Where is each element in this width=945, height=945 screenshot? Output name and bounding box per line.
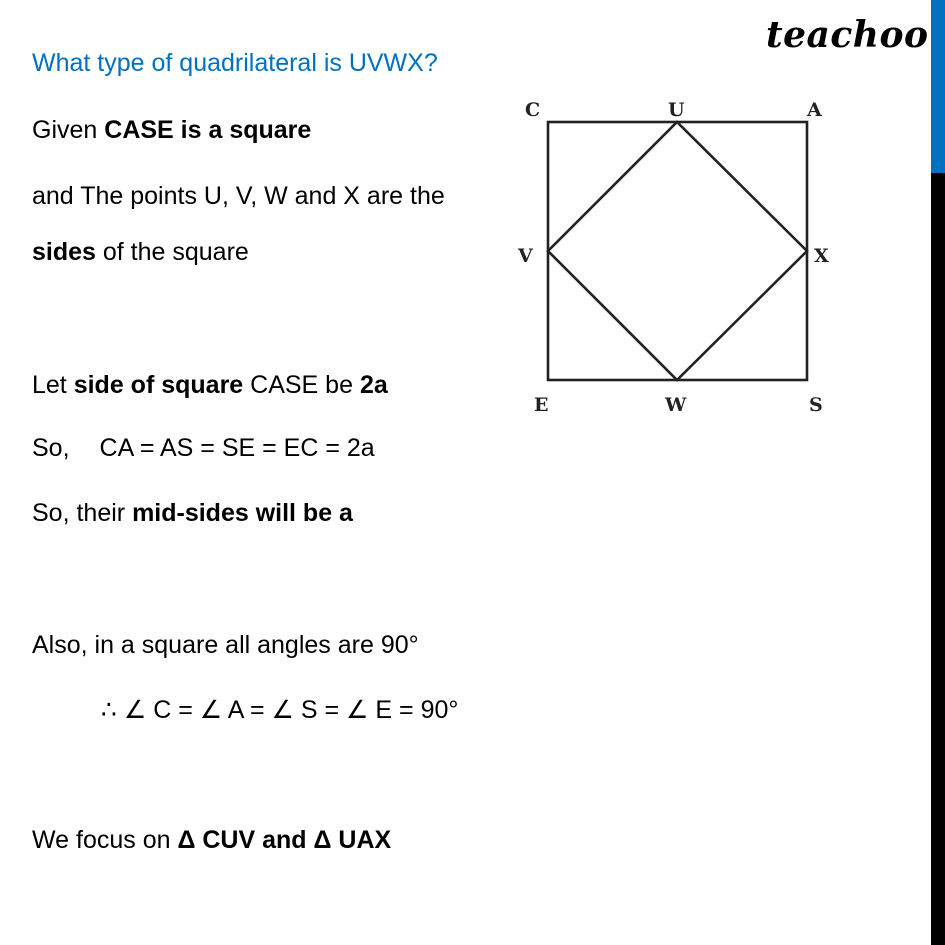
bold-text-run: mid-sides will be a [132,499,353,527]
angles-line [32,630,419,660]
bold-text-run: 2a [359,371,388,399]
bold-text-run: Δ CUV and Δ UAX [177,826,392,854]
vertex-label-c: C [525,99,541,121]
text-run: So, their [32,499,133,527]
vertex-label-e: E [534,394,549,416]
text-run: Also, in a square all angles are 90° [32,631,419,659]
square-case [548,122,807,380]
vertex-label-w: W [665,394,687,416]
vertex-label-u: U [668,99,685,121]
focus-triangles-line [32,825,391,855]
text-run: CA = AS = SE = EC = 2a [99,434,375,462]
text-run: Given [32,116,105,144]
side-length-line [32,370,388,400]
sidebar-dark-bar [931,173,945,945]
bold-text-run: CASE is a square [104,116,312,144]
bold-text-run: sides [32,238,96,266]
text-run: We focus on [32,826,178,854]
angles-equation-line [101,695,458,725]
text-run: CASE be [243,371,360,399]
vertex-label-x: X [814,245,829,267]
sides-line [32,237,249,267]
text-run: and The points U, V, W and X are the [32,182,445,210]
text-run: ∴ ∠ C = ∠ A = ∠ S = ∠ E = 90° [101,696,459,724]
vertex-label-a: A [807,99,822,121]
quadrilateral-uvwx [548,122,807,380]
text-run: So, [32,434,70,462]
teachoo-logo: teachoo [766,14,929,56]
question-title: What type of quadrilateral is UVWX? [32,49,438,77]
equal-sides-line [32,433,375,463]
text-run: of the square [95,238,249,266]
mid-sides-line [32,498,353,528]
brand-sidebar [931,0,945,945]
bold-text-run: side of square [73,371,244,399]
vertex-label-v: V [518,245,533,267]
sidebar-accent-bar [931,0,945,173]
text-run: Let [32,371,74,399]
given-line [32,115,311,145]
points-line [32,181,445,211]
vertex-label-s: S [809,394,823,416]
square-diagram [505,88,845,423]
